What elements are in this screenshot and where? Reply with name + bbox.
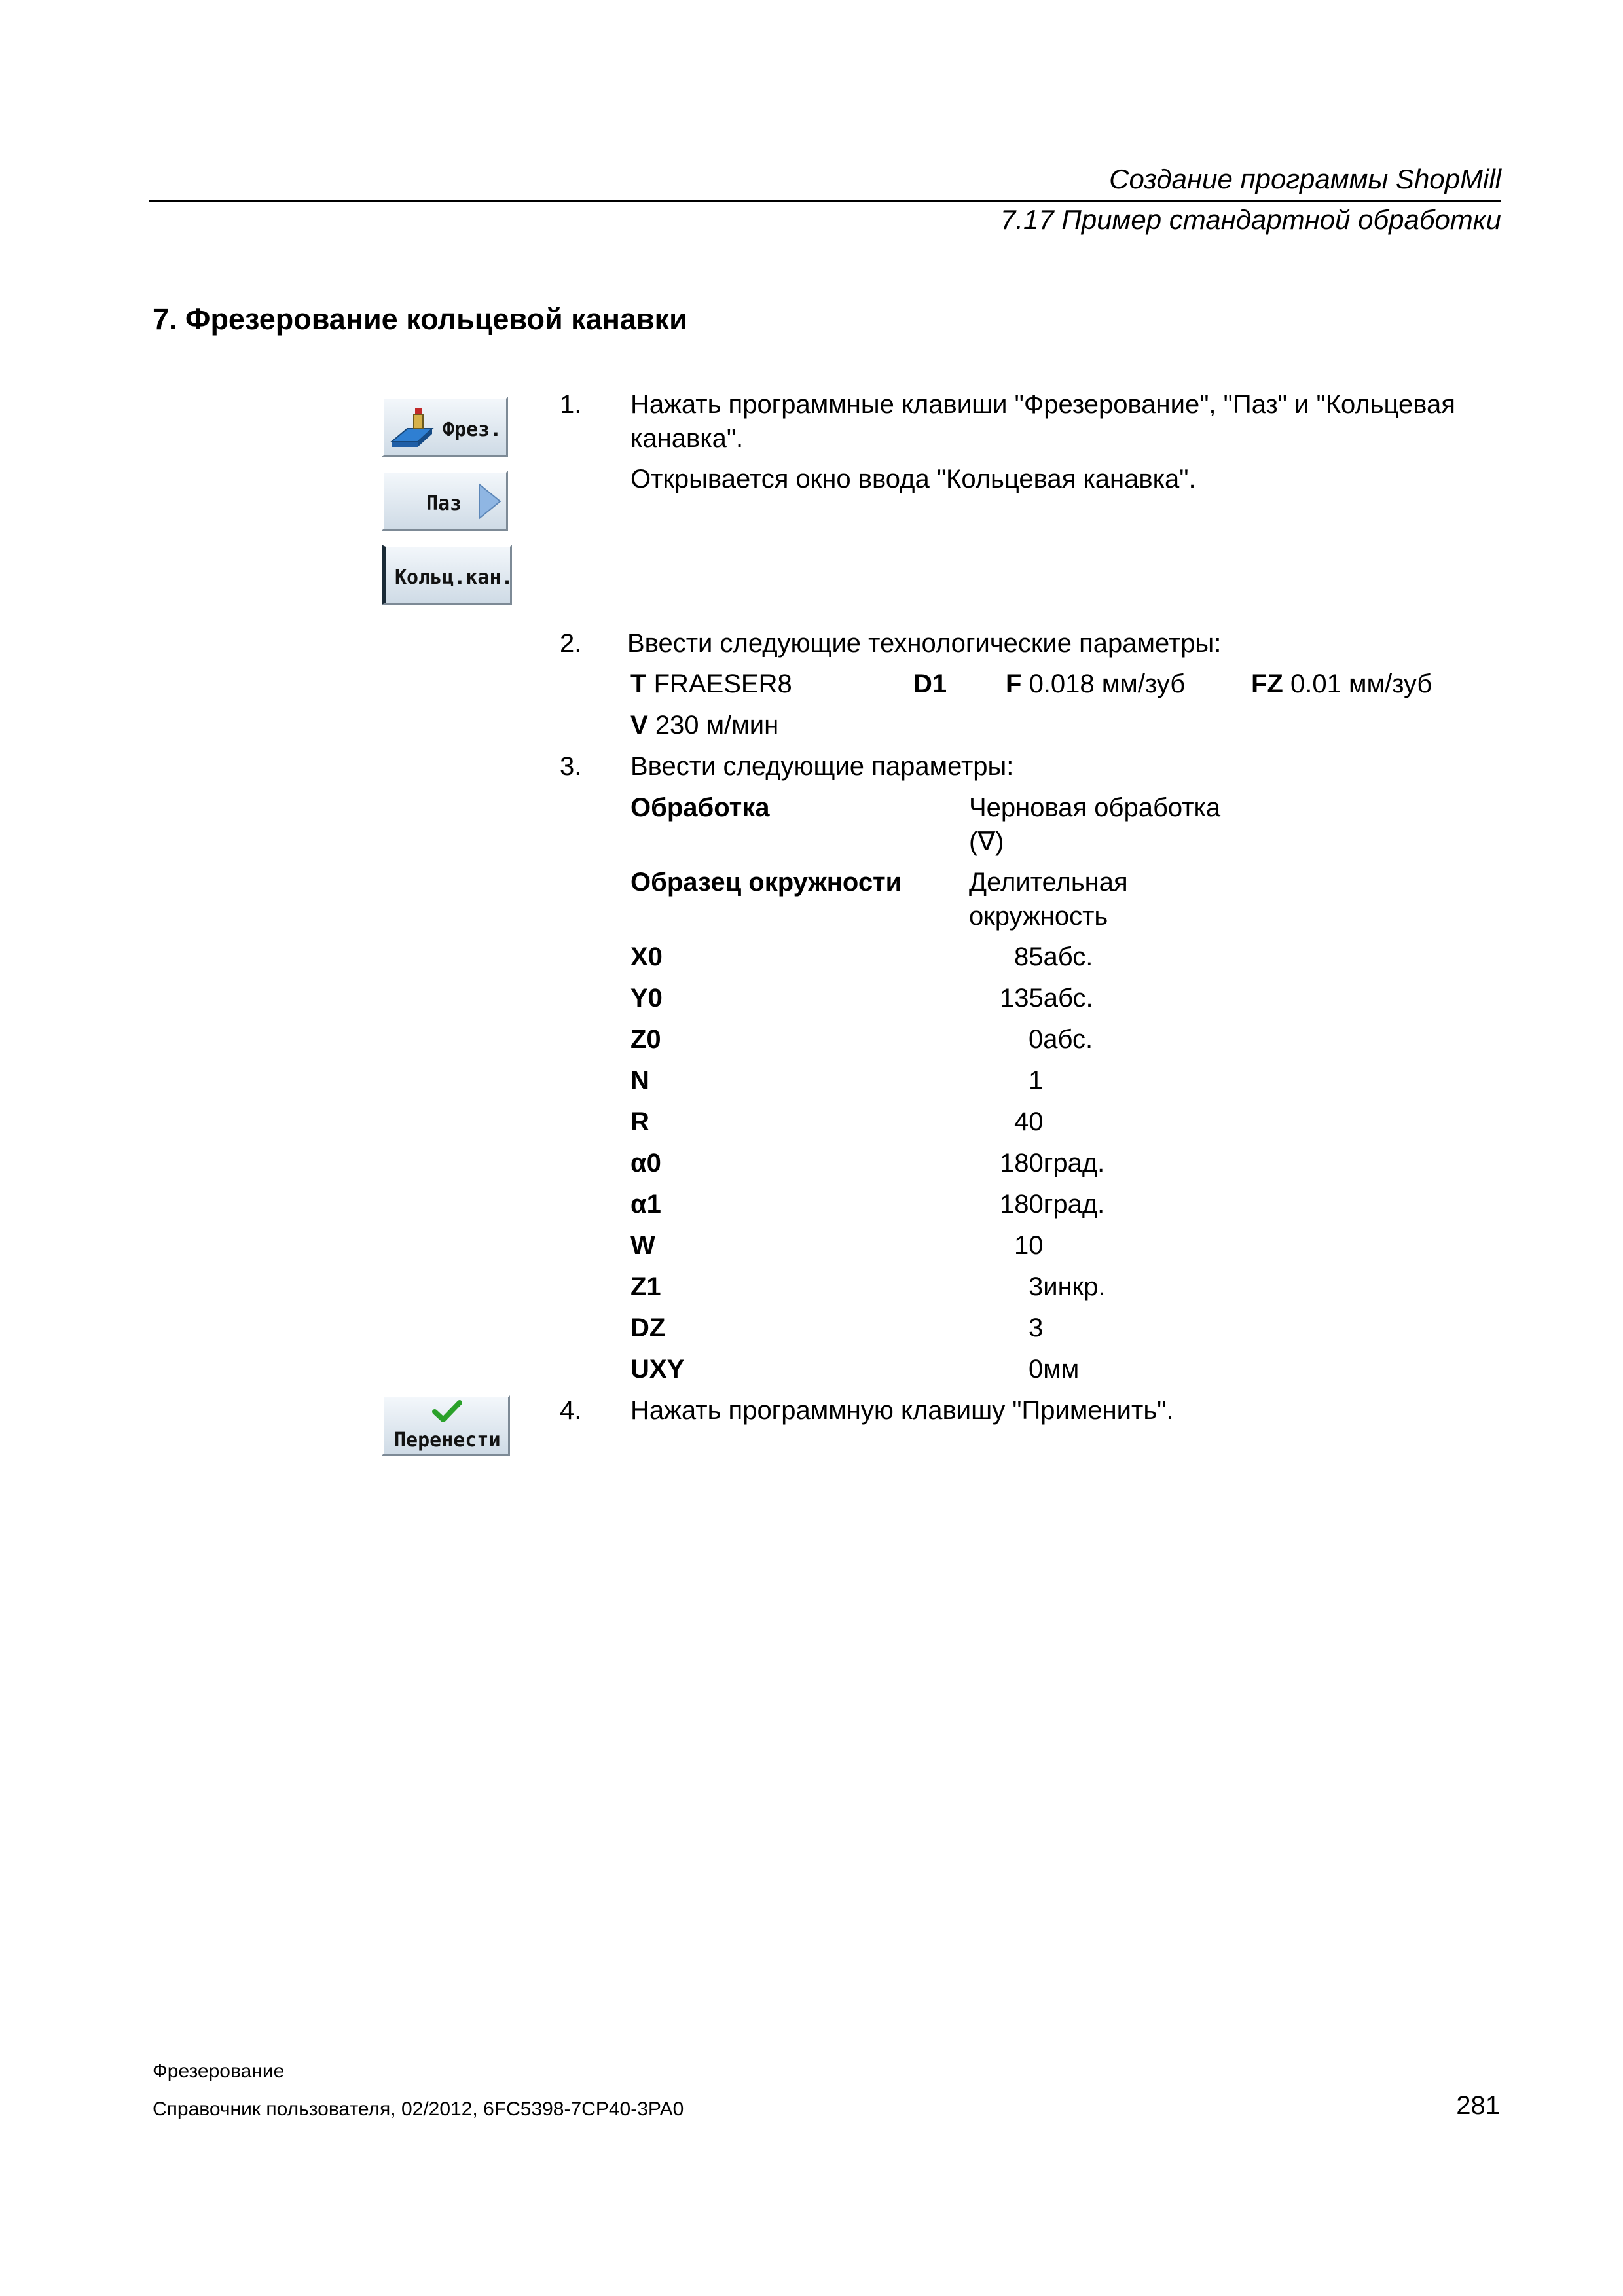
param-label: Обработка: [630, 793, 770, 822]
param-label: N: [630, 1066, 649, 1095]
header-section: 7.17 Пример стандартной обработки: [1000, 204, 1501, 235]
step-1-line-1: Нажать программные клавиши "Фрезерование", "Паз" и "Кольцевая: [630, 390, 1455, 419]
step-4-text: Нажать программную клавишу "Применить".: [630, 1396, 1174, 1425]
param-value: 3инкр.: [1029, 1272, 1106, 1301]
footer-topic: Фрезерование: [153, 2060, 285, 2082]
tech-tool-value: FRAESER8: [653, 670, 792, 698]
step-3-text: Ввести следующие параметры:: [630, 752, 1014, 781]
tech-fz-label: FZ: [1251, 670, 1283, 698]
softkey-milling[interactable]: [382, 397, 508, 457]
step-1-line-3: Открывается окно ввода "Кольцевая канавка".: [630, 465, 1196, 493]
tech-fz: [1251, 667, 1432, 701]
step-1-line-2: канавка".: [630, 424, 744, 453]
tech-speed-value: 230 м/мин: [655, 711, 779, 740]
softkey-milling-label: Фрез.: [443, 418, 502, 441]
footer-manual: Справочник пользователя, 02/2012, 6FC5398-7CP40-3PA0: [153, 2098, 684, 2120]
softkey-circular-slot[interactable]: [382, 545, 512, 605]
step-4-number: 4.: [560, 1396, 582, 1425]
step-2-number: 2.: [560, 629, 582, 658]
param-value: 1: [1029, 1066, 1044, 1095]
param-value: 135абс.: [1000, 984, 1093, 1013]
param-value: Черновая обработка: [969, 793, 1221, 822]
param-value: 180град.: [1000, 1149, 1105, 1177]
param-value: 180град.: [1000, 1190, 1105, 1219]
checkmark-icon: [431, 1399, 464, 1425]
softkey-circular-slot-label: Кольц.кан.: [395, 566, 513, 589]
softkey-accept[interactable]: [382, 1395, 510, 1456]
tech-d-label: D1: [913, 670, 947, 698]
page-title: 7. Фрезерование кольцевой канавки: [153, 302, 687, 336]
param-label: α0: [630, 1149, 661, 1177]
step-1-number: 1.: [560, 390, 582, 419]
param-label: Z1: [630, 1272, 661, 1301]
param-label: Y0: [630, 984, 663, 1013]
param-label: UXY: [630, 1355, 685, 1384]
tech-fz-value: 0.01 мм/зуб: [1290, 670, 1432, 698]
param-label: R: [630, 1107, 649, 1136]
tech-feed-value: 0.018 мм/зуб: [1029, 670, 1186, 698]
header-rule: [149, 200, 1501, 202]
param-value: 40: [1014, 1107, 1044, 1136]
param-label: α1: [630, 1190, 661, 1219]
param-value: 10: [1014, 1231, 1044, 1260]
param-value: окружность: [969, 902, 1108, 931]
step-3-number: 3.: [560, 752, 582, 781]
param-value: 0абс.: [1029, 1025, 1093, 1054]
arrow-right-icon: [478, 483, 501, 520]
param-value: 85абс.: [1014, 942, 1093, 971]
milling-icon: [389, 405, 435, 450]
softkey-accept-label: Перенести: [394, 1429, 501, 1452]
param-label: Z0: [630, 1025, 661, 1054]
page-number: 281: [1456, 2091, 1500, 2120]
softkey-slot[interactable]: [382, 471, 508, 531]
step-2-text: Ввести следующие технологические параметры:: [627, 629, 1222, 658]
param-value: 0мм: [1029, 1355, 1080, 1384]
tech-tool: [630, 667, 792, 701]
tech-feed: [1006, 667, 1185, 701]
tech-feed-label: F: [1006, 670, 1022, 698]
param-label: X0: [630, 942, 663, 971]
param-value: (∇): [969, 827, 1004, 856]
param-label: DZ: [630, 1314, 666, 1342]
param-value: Делительная: [969, 868, 1128, 897]
param-label: W: [630, 1231, 655, 1260]
tech-speed: [630, 708, 778, 742]
tech-speed-label: V: [630, 711, 648, 740]
softkey-slot-label: Паз: [426, 492, 462, 515]
param-label: Образец окружности: [630, 868, 902, 897]
param-value: 3: [1029, 1314, 1044, 1342]
tech-tool-label: T: [630, 670, 647, 698]
header-chapter: Создание программы ShopMill: [1109, 164, 1501, 194]
